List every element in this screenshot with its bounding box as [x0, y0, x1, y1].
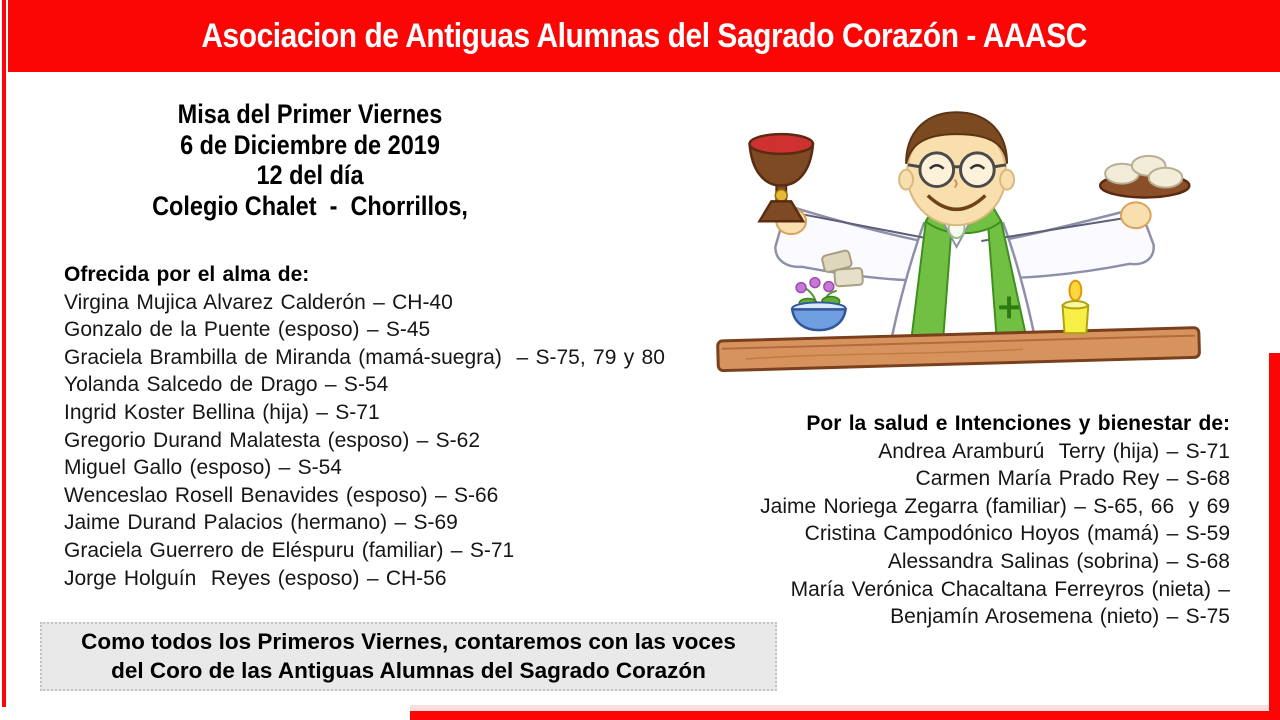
list-item: Andrea Aramburú Terry (hija) – S-71 — [878, 439, 1230, 463]
list-item: Yolanda Salcedo de Drago – S-54 — [64, 373, 389, 397]
health-intentions-list — [670, 410, 1230, 631]
offered-souls-heading: Ofrecida por el alma de: — [64, 263, 310, 286]
list-item: Benjamín Arosemena (nieto) – S-75 — [890, 605, 1230, 629]
candle-icon — [1063, 281, 1089, 333]
altar-table — [718, 328, 1200, 371]
event-line-4: Colegio Chalet - Chorrillos, — [152, 190, 468, 221]
list-item: María Verónica Chacaltana Ferreyros (nieta) – — [790, 577, 1230, 601]
offered-souls-list — [64, 261, 704, 592]
paten-hosts-icon — [1100, 156, 1189, 198]
choir-note-line-1: Como todos los Primeros Viernes, contaremos con las voces — [81, 629, 736, 654]
bottom-red-bar — [410, 711, 1280, 720]
list-item: Cristina Campodónico Hoyos (mamá) – S-59 — [804, 522, 1230, 546]
list-item: Gregorio Durand Malatesta (esposo) – S-62 — [64, 428, 481, 452]
page-title: Asociacion de Antiguas Alumnas del Sagrado Corazón - AAASC — [201, 16, 1087, 55]
health-intentions-heading: Por la salud e Intenciones y bienestar de: — [806, 412, 1230, 435]
chalice-icon — [750, 134, 813, 221]
event-line-3: 12 del día — [256, 160, 364, 191]
list-item: Wenceslao Rosell Benavides (esposo) – S-66 — [64, 483, 499, 507]
list-item: Gonzalo de la Puente (esposo) – S-45 — [64, 318, 431, 342]
list-item: Jorge Holguín Reyes (esposo) – CH-56 — [64, 566, 447, 590]
list-item: Ingrid Koster Bellina (hija) – S-71 — [64, 400, 380, 424]
list-item: Carmen María Prado Rey – S-68 — [915, 467, 1230, 491]
list-item: Alessandra Salinas (sobrina) – S-68 — [887, 549, 1230, 573]
priest-clipart-image — [706, 95, 1221, 395]
event-line-2: 6 de Diciembre de 2019 — [180, 129, 440, 160]
choir-note-line-2: del Coro de las Antiguas Alumnas del Sagrado Corazón — [111, 657, 706, 683]
right-red-bar — [1269, 353, 1280, 720]
list-item: Jaime Durand Palacios (hermano) – S-69 — [64, 511, 458, 535]
list-item: Virgina Mujica Alvarez Calderón – CH-40 — [64, 290, 453, 314]
list-item: Jaime Noriega Zegarra (familiar) – S-65, 66 y 69 — [760, 494, 1230, 518]
list-item: Graciela Guerrero de Eléspuru (familiar) – S-71 — [64, 538, 515, 562]
choir-note-box — [40, 622, 777, 691]
left-red-bar — [2, 0, 6, 707]
event-title-block — [60, 99, 560, 221]
header-banner — [8, 0, 1280, 72]
event-line-1: Misa del Primer Viernes — [177, 99, 443, 129]
list-item: Miguel Gallo (esposo) – S-54 — [64, 456, 342, 480]
list-item: Graciela Brambilla de Miranda (mamá-suegra) – S-75, 79 y 80 — [64, 345, 665, 369]
